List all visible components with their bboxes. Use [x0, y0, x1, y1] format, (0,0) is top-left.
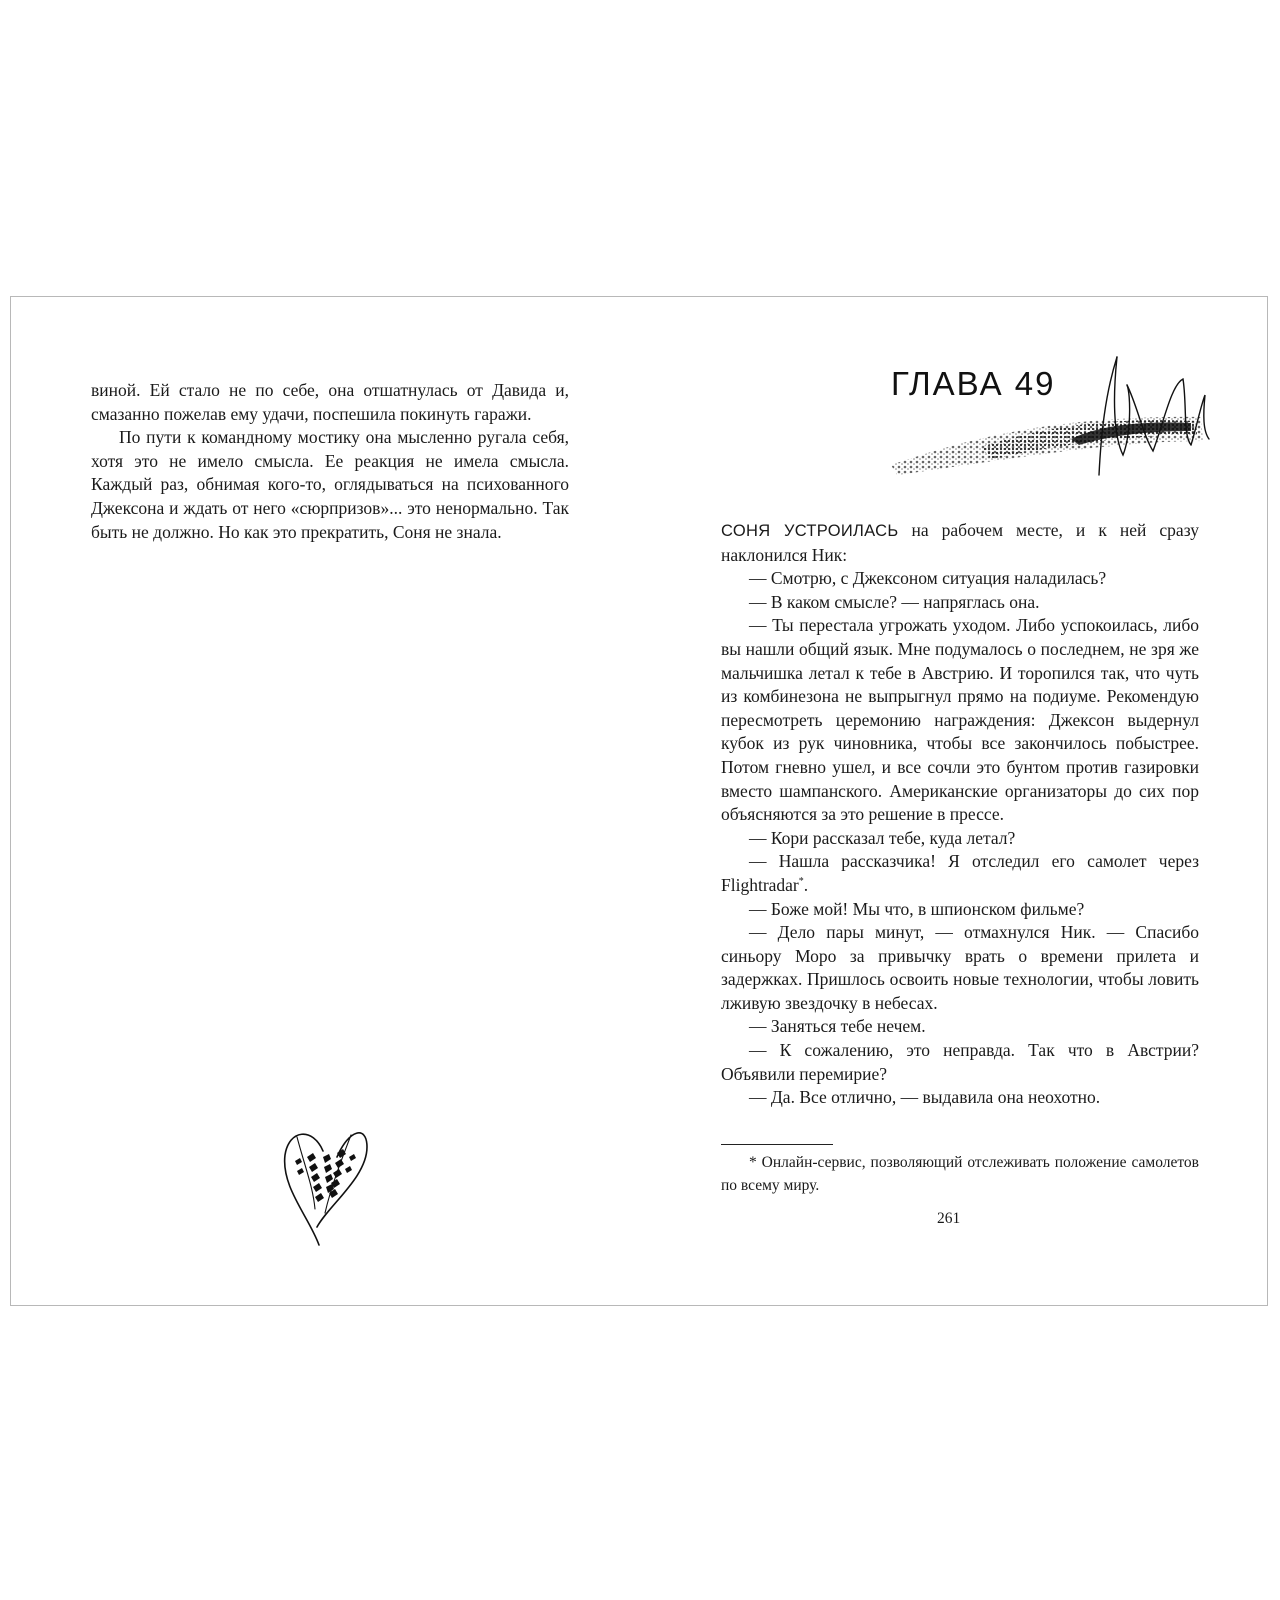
page-number: 261 [937, 1210, 961, 1227]
dialogue-line-3: — Ты перестала угрожать уходом. Либо успокоилась, либо вы нашли общий язык. Мне подумалось о последнем, не зря же мальчишка летал к тебе в Австрию. И торопился так, что чуть из комбинезона не выпрыгнул прямо на подиуме. Рекомендую пересмотреть церемонию награждения: Джексон выдернул кубок из рук чиновника, чтобы все закончилось побыстрее. Потом гневно ушел, и все сочли это бунтом против газировки вместо шампанского. Американские организаторы до сих пор объясняются за это решение в прессе. [721, 615, 1199, 825]
dialogue-line-5 [721, 850, 1199, 897]
right-page-text [721, 519, 1199, 1110]
flight-paragraph-end: . [803, 874, 809, 895]
heart-tire-track-icon [279, 1117, 379, 1247]
dialogue-line-2: — В каком смысле? — напряглась она. [749, 591, 1040, 612]
book-spread [10, 296, 1268, 1306]
opening-rest: на рабочем месте, и к ней сразу наклонился Ник: [721, 520, 1199, 565]
flight-paragraph-start: — Нашла рассказчика! Я отследил его самолет через [749, 851, 1199, 872]
opening-paragraph [721, 519, 1199, 567]
flightradar-word: Flightradar [721, 874, 799, 895]
left-page-text [91, 379, 569, 544]
dialogue-line-6: — Боже мой! Мы что, в шпионском фильме? [749, 898, 1085, 919]
dialogue-line-8: — Заняться тебе нечем. [749, 1016, 926, 1037]
left-paragraph-2: По пути к командному мостику она мысленно ругала себя, хотя это не имело смысла. Ее реакция не имела смысла. Каждый раз, обнимая кого-то, оглядываться на психованного Джексона и ждать от него «сюрпризов»... это ненормально. Так быть не должно. Но как это прекратить, Соня не знала. [91, 427, 569, 542]
footnote [721, 1151, 1199, 1197]
dialogue-line-4: — Кори рассказал тебе, куда летал? [749, 827, 1016, 848]
footnote-divider [721, 1144, 833, 1145]
footnote-text: * Онлайн-сервис, позволяющий отслеживать положение самолетов по всему миру. [721, 1154, 1199, 1194]
chapter-title: ГЛАВА 49 [891, 365, 1056, 402]
dialogue-line-1: — Смотрю, с Джексоном ситуация наладилась? [749, 568, 1107, 589]
opening-caps: СОНЯ УСТРОИЛАСЬ [721, 522, 899, 540]
dialogue-line-9: — К сожалению, это неправда. Так что в Австрии? Объявили перемирие? [721, 1040, 1199, 1084]
dialogue-line-7: — Дело пары минут, — отмахнулся Ник. — Спасибо синьору Моро за привычку врать о времени прилета и задержках. Пришлось освоить новые технологии, чтобы ловить лживую звездочку в небесах. [721, 922, 1199, 1013]
left-paragraph-1: виной. Ей стало не по себе, она отшатнулась от Давида и, смазанно пожелав ему удачи, поспешила покинуть гаражи. [91, 380, 569, 424]
footnote-mark: * [798, 876, 804, 888]
dialogue-line-10: — Да. Все отлично, — выдавила она неохотно. [749, 1087, 1101, 1108]
